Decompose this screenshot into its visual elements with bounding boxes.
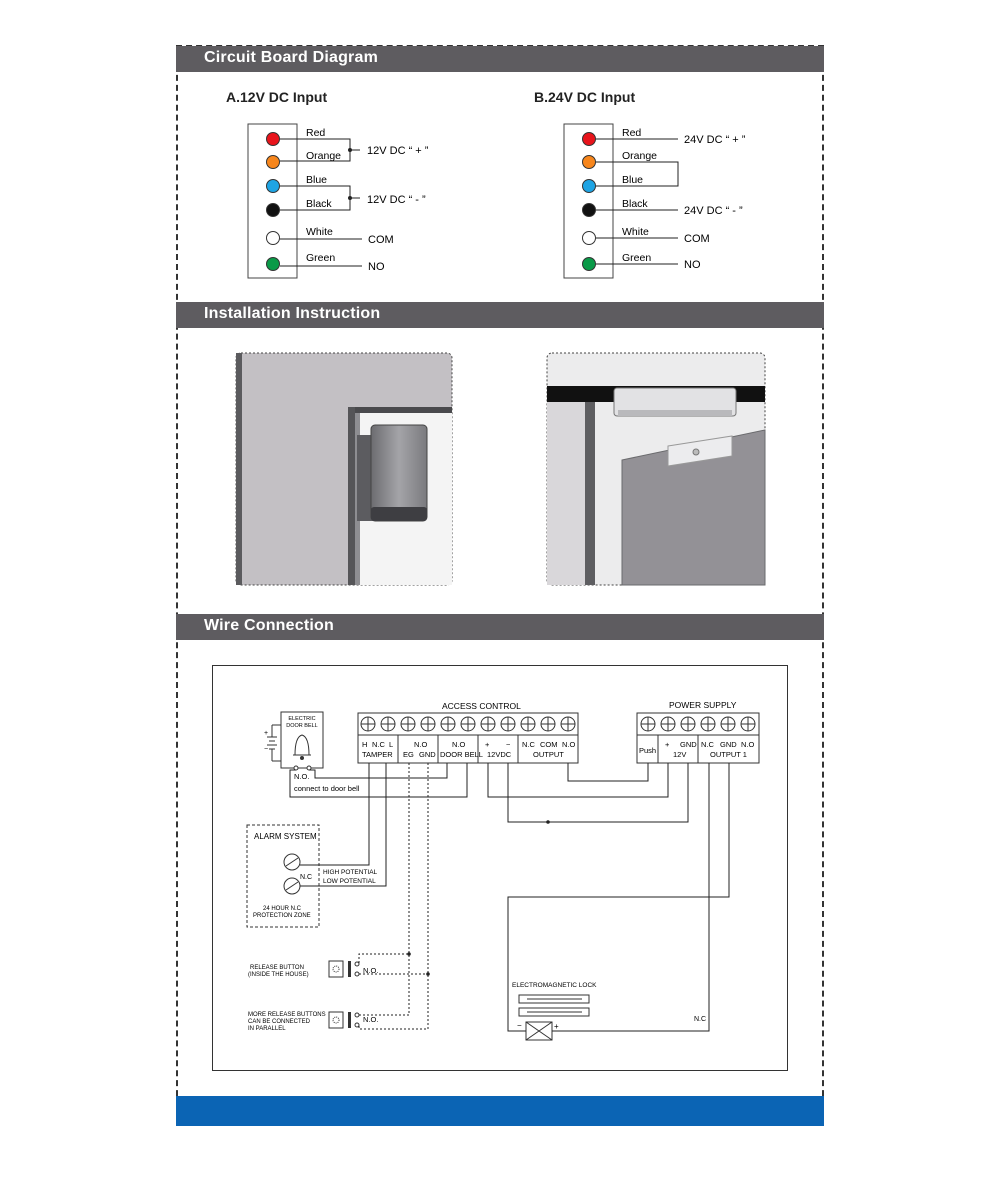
input_b-wire-dot-white xyxy=(583,232,596,245)
install-illustration-2 xyxy=(546,352,768,588)
more-buttons-label-3: IN PARALLEL xyxy=(248,1026,286,1032)
footer-band xyxy=(176,1096,824,1126)
access-control-title: ACCESS CONTROL xyxy=(442,701,521,711)
input-a-board xyxy=(248,124,297,278)
ac-term-label-4: N.O xyxy=(414,740,428,749)
input-b-plus: 24V DC “ + ” xyxy=(684,134,746,146)
input_a-wire-dot-black xyxy=(267,204,280,217)
input-a-com: COM xyxy=(368,234,394,246)
input_a-wire-label-white: White xyxy=(306,226,333,238)
ps-term-label-3: GND xyxy=(680,740,697,749)
svg-text:+: + xyxy=(264,730,269,737)
input_a-wire-dot-orange xyxy=(267,156,280,169)
power-supply-title: POWER SUPPLY xyxy=(669,700,737,710)
release-button-label-1: RELEASE BUTTON xyxy=(250,965,304,971)
ps-group-label-2: OUTPUT 1 xyxy=(710,750,747,759)
ac-group-label-4: DOOR BELL xyxy=(440,750,483,759)
more-no-label: N.O. xyxy=(363,1015,379,1024)
more-buttons-label-2: CAN BE CONNECTED xyxy=(248,1019,311,1025)
door-bell-label-2: DOOR BELL xyxy=(286,723,318,729)
input_a-wire-dot-red xyxy=(267,133,280,146)
ps-term-label-6: N.O xyxy=(741,740,755,749)
circuit-board-diagram xyxy=(0,0,1000,300)
low-potential-label: LOW POTENTIAL xyxy=(323,878,376,885)
ac-group-label-2: EG xyxy=(403,750,414,759)
input-a-no: NO xyxy=(368,261,385,273)
ac-group-label-3: GND xyxy=(419,750,436,759)
ac-term-label-9: COM xyxy=(540,740,558,749)
input_b-wire-label-green: Green xyxy=(622,252,652,264)
alarm-system-title: ALARM SYSTEM xyxy=(254,832,317,841)
input_b-wire-label-blue: Blue xyxy=(622,174,644,186)
section-header-install xyxy=(176,302,824,328)
ac-term-label-8: N.C xyxy=(522,740,535,749)
ac-term-label-5: N.O xyxy=(452,740,466,749)
ac-term-label-10: N.O xyxy=(562,740,576,749)
input-a-minus: 12V DC “ - ” xyxy=(367,194,426,206)
input-b-minus: 24V DC “ - ” xyxy=(684,205,743,217)
input_b-wire-label-white: White xyxy=(622,226,649,238)
ac-term-label-6: + xyxy=(485,740,490,749)
input_b-wire-dot-red xyxy=(583,133,596,146)
more-buttons-label-1: MORE RELEASE BUTTONS xyxy=(248,1012,326,1018)
input_b-wire-dot-orange xyxy=(583,156,596,169)
ps-term-label-5: GND xyxy=(720,740,737,749)
alarm-nc-label: N.C xyxy=(300,874,313,881)
input_b-wire-dot-black xyxy=(583,204,596,217)
wire-connection-diagram xyxy=(212,665,790,1073)
ac-term-label-3: L xyxy=(389,740,394,749)
high-potential-label: HIGH POTENTIAL xyxy=(323,869,378,876)
input_b-wire-label-red: Red xyxy=(622,127,642,139)
svg-text:+: + xyxy=(554,1022,559,1031)
svg-text:−: − xyxy=(517,1021,522,1030)
input_b-wire-dot-green xyxy=(583,258,596,271)
install-illustration-1 xyxy=(235,352,455,588)
ac-term-label-2: N.C xyxy=(372,740,385,749)
input_a-wire-label-red: Red xyxy=(306,127,326,139)
input-a-plus: 12V DC “ + ” xyxy=(367,145,429,157)
ac-group-label-1: TAMPER xyxy=(362,750,393,759)
input-b-board xyxy=(564,124,613,278)
input_b-wire-label-black: Black xyxy=(622,198,648,210)
input_b-wire-label-orange: Orange xyxy=(622,150,658,162)
section-title-wire: Wire Connection xyxy=(204,617,334,634)
zone-label-2: PROTECTION ZONE xyxy=(253,913,311,919)
ps-term-label-1: Push xyxy=(639,746,657,755)
door-bell-label-1: ELECTRIC xyxy=(288,716,316,722)
em-lock-title: ELECTROMAGNETIC LOCK xyxy=(512,982,597,989)
input_a-wire-dot-white xyxy=(267,232,280,245)
section-title-install: Installation Instruction xyxy=(204,305,381,322)
section-header-wire xyxy=(176,614,824,640)
bell-no-label: N.O. xyxy=(294,772,310,781)
connect-door-bell-label: connect to door bell xyxy=(294,784,360,793)
release-button-label-2: (INSIDE THE HOUSE) xyxy=(248,972,309,978)
release-no-label: N.O. xyxy=(363,966,379,975)
section-title-circuit: Circuit Board Diagram xyxy=(204,49,379,66)
input_a-wire-label-green: Green xyxy=(306,252,336,264)
ac-term-label-7: − xyxy=(506,740,511,749)
input_a-wire-dot-blue xyxy=(267,180,280,193)
input_b-wire-dot-blue xyxy=(583,180,596,193)
ac-term-label-1: H xyxy=(362,740,368,749)
ac-group-label-5: 12VDC xyxy=(487,750,512,759)
ps-term-label-4: N.C xyxy=(701,740,714,749)
access-control-terminals xyxy=(358,713,578,763)
input_a-wire-label-blue: Blue xyxy=(306,174,328,186)
lock-nc-label: N.C xyxy=(694,1016,707,1023)
ps-group-label-1: 12V xyxy=(673,750,687,759)
input-b-no: NO xyxy=(684,259,701,271)
svg-text:−: − xyxy=(264,746,269,753)
input_a-wire-label-black: Black xyxy=(306,198,332,210)
zone-label-1: 24 HOUR N.C xyxy=(263,906,302,912)
input-a-title: A.12V DC Input xyxy=(226,89,328,105)
power-supply-terminals xyxy=(637,713,759,763)
input_a-wire-label-orange: Orange xyxy=(306,150,342,162)
input-b-title: B.24V DC Input xyxy=(534,89,636,105)
input_a-wire-dot-green xyxy=(267,258,280,271)
ac-group-label-6: OUTPUT xyxy=(533,750,564,759)
ps-term-label-2: + xyxy=(665,740,670,749)
input-b-com: COM xyxy=(684,233,710,245)
